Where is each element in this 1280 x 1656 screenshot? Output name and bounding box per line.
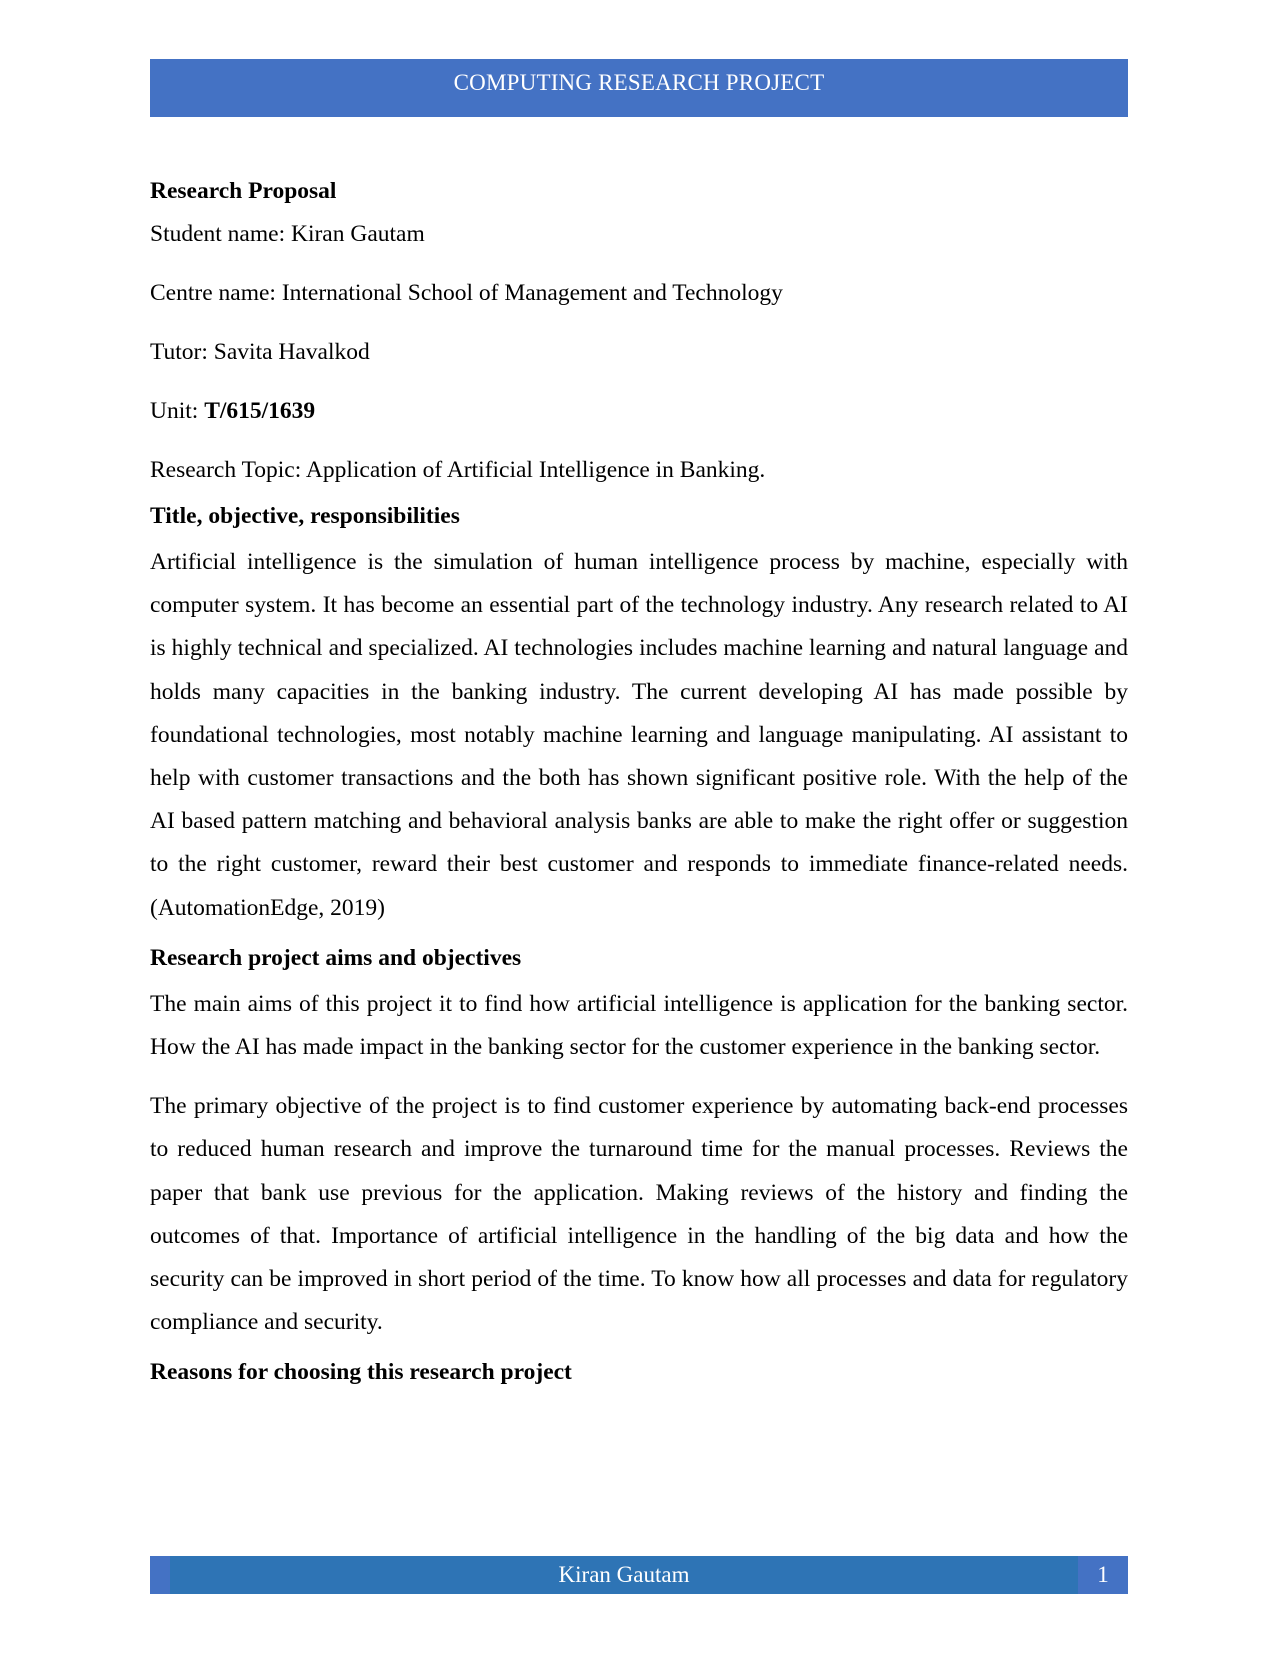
tutor-value: Savita Havalkod	[213, 339, 370, 365]
document-body	[150, 174, 1128, 1389]
footer-page-number: 1	[1078, 1556, 1128, 1594]
title-objective-paragraph: Artificial intelligence is the simulation of human intelligence process by machine, especially with computer system. It has become an essential part of the technology industry. Any research related to AI is highly technical and specialized. AI technologies includes machine learning and natural language and holds many capacities in the banking industry. The current developing AI has made possible by foundational technologies, most notably machine learning and language manipulating. AI assistant to help with customer transactions and the both has shown significant positive role. With the help of the AI based pattern matching and behavioral analysis banks are able to make the right offer or suggestion to the right customer, reward their best customer and responds to immediate finance-related needs. (AutomationEdge, 2019)	[150, 549, 1128, 921]
student-name-label: Student name:	[150, 221, 291, 247]
header-title: COMPUTING RESEARCH PROJECT	[453, 70, 825, 95]
unit-line	[150, 394, 1128, 428]
footer-author: Kiran Gautam	[558, 1562, 690, 1587]
aims-paragraph-1: The main aims of this project it to find how artificial intelligence is application for the banking sector. How the AI has made impact in the banking sector for the customer experience in the banking sector.	[150, 990, 1128, 1061]
page-footer	[150, 1556, 1128, 1594]
tutor-line	[150, 335, 1128, 369]
title-objective-heading: Title, objective, responsibilities	[150, 503, 460, 529]
centre-name-line	[150, 276, 1128, 310]
research-topic-label: Research Topic:	[150, 457, 306, 483]
aims-paragraph-2: The primary objective of the project is to find customer experience by automating back-end processes to reduced human research and improve the turnaround time for the manual processes. Reviews the paper that bank use previous for the application. Making reviews of the history and finding the outcomes of that. Importance of artificial intelligence in the handling of the big data and how the security can be improved in short period of the time. To know how all processes and data for regulatory compliance and security.	[150, 1093, 1128, 1336]
aims-objectives-heading: Research project aims and objectives	[150, 944, 522, 971]
centre-name-label: Centre name:	[150, 280, 282, 306]
reasons-heading: Reasons for choosing this research project	[150, 1359, 572, 1386]
footer-accent-bar	[150, 1556, 170, 1594]
student-name-value: Kiran Gautam	[290, 221, 425, 247]
student-name-line	[150, 217, 1128, 251]
unit-value: T/615/1639	[204, 398, 316, 424]
research-topic-value: Application of Artificial Intelligence in Banking.	[305, 457, 766, 483]
page-header	[150, 59, 1128, 117]
research-topic-line	[150, 453, 1128, 487]
research-proposal-heading: Research Proposal	[150, 178, 337, 204]
unit-label: Unit:	[150, 398, 205, 424]
tutor-label: Tutor:	[150, 339, 214, 365]
centre-name-value: International School of Management and Technology	[281, 280, 783, 306]
